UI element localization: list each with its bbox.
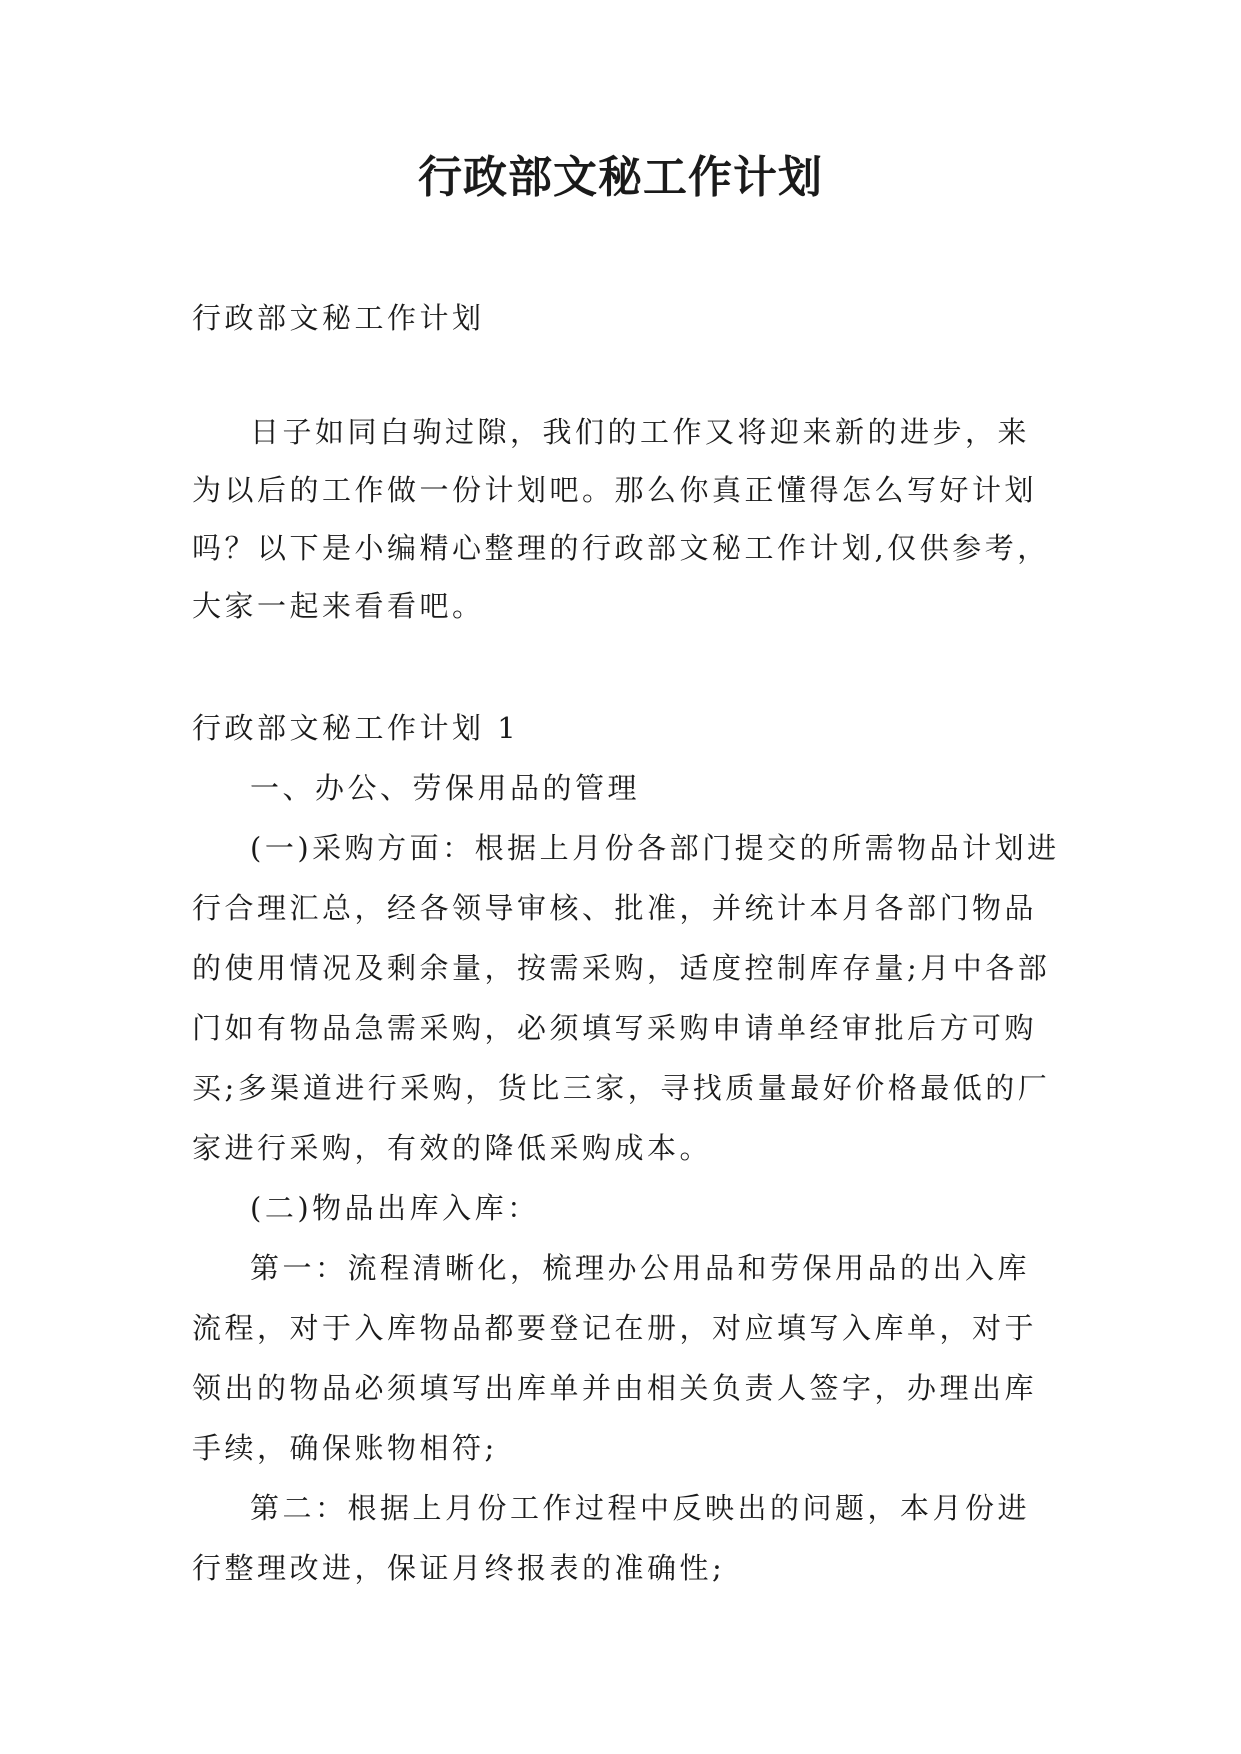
intro-paragraph [192, 403, 1062, 635]
section-1 [192, 698, 1062, 1598]
section-heading: 行政部文秘工作计划 1 [192, 711, 520, 745]
document-subtitle: 行政部文秘工作计划 [192, 301, 485, 335]
intro-text: 日子如同白驹过隙，我们的工作又将迎来新的进步，来为以后的工作做一份计划吧。那么你真正懂得怎么写好计划吗？以下是小编精心整理的行政部文秘工作计划,仅供参考，大家一起来看看吧。 [192, 415, 1050, 623]
paragraph-first: 第一：流程清晰化，梳理办公用品和劳保用品的出入库流程，对于入库物品都要登记在册，对应填写入库单，对于领出的物品必须填写出库单并由相关负责人签字，办理出库手续，确保账物相符; [192, 1251, 1038, 1465]
paragraph-second: 第二：根据上月份工作过程中反映出的问题，本月份进行整理改进，保证月终报表的准确性; [192, 1491, 1031, 1585]
item-heading: 一、办公、劳保用品的管理 [250, 771, 641, 805]
paragraph-purchasing: (一)采购方面：根据上月份各部门提交的所需物品计划进行合理汇总，经各领导审核、批准，并统计本月各部门物品的使用情况及剩余量，按需采购，适度控制库存量;月中各部门如有物品急需采购，必须填写采购申请单经审批后方可购买;多渠道进行采购，货比三家，寻找质量最好价格最低的厂家进行采购，有效的降低采购成本。 [192, 831, 1060, 1165]
document-title: 行政部文秘工作计划 [418, 152, 823, 203]
paragraph-warehouse-heading: (二)物品出库入库： [250, 1191, 540, 1225]
